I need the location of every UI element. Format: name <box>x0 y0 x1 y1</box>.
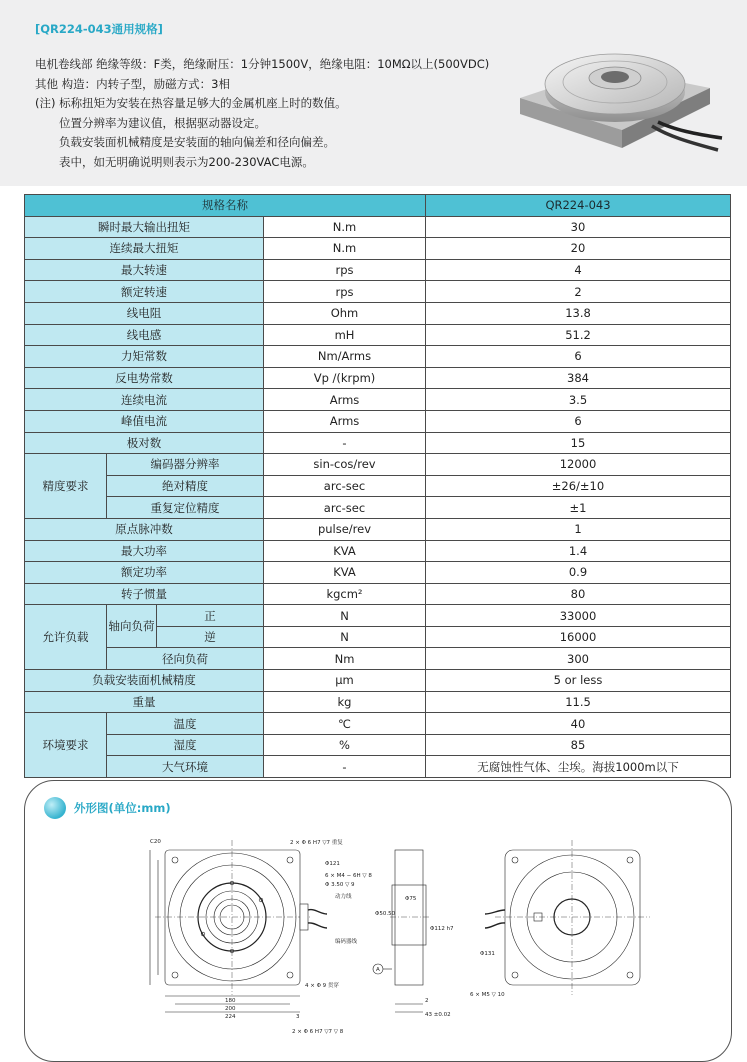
drawing-title-text: 外形图(单位:mm) <box>74 801 171 815</box>
row-unit: N.m <box>264 238 426 260</box>
note-line: 负载安装面机械精度是安装面的轴向偏差和径向偏差。 <box>59 135 335 149</box>
table-row <box>25 756 731 778</box>
group-label-load: 允许负载 <box>25 605 107 670</box>
row-value: 13.8 <box>426 302 731 324</box>
datum-label: A <box>376 967 380 973</box>
row-value: 0.9 <box>426 562 731 584</box>
dim-label: 2 × Φ 6 H7 ▽7 ▽ 8 <box>292 1029 344 1035</box>
row-value: 15 <box>426 432 731 454</box>
row-label: 湿度 <box>107 734 264 756</box>
row-value: 4 <box>426 259 731 281</box>
row-unit: N.m <box>264 216 426 238</box>
row-unit: sin-cos/rev <box>264 454 426 476</box>
row-unit: kg <box>264 691 426 713</box>
side-view <box>373 850 430 1012</box>
row-value: ±26/±10 <box>426 475 731 497</box>
row-label: 最大功率 <box>25 540 264 562</box>
row-value: 5 or less <box>426 670 731 692</box>
dim-label: 4 × Φ 9 贯穿 <box>305 983 339 989</box>
row-label: 最大转速 <box>25 259 264 281</box>
header-model: QR224-043 <box>426 195 731 217</box>
row-label: 极对数 <box>25 432 264 454</box>
bullet-dot-icon <box>44 797 66 819</box>
row-value: 33000 <box>426 605 731 627</box>
row-unit: Arms <box>264 389 426 411</box>
table-row <box>25 324 731 346</box>
row-unit: Nm/Arms <box>264 346 426 368</box>
row-unit: KVA <box>264 540 426 562</box>
table-header-row <box>25 195 731 217</box>
header-spec-name: 规格名称 <box>25 195 426 217</box>
row-label-axial: 轴向负荷 <box>107 605 157 648</box>
table-row <box>25 454 731 476</box>
row-value: 51.2 <box>426 324 731 346</box>
row-unit: N <box>264 605 426 627</box>
row-value: 3.5 <box>426 389 731 411</box>
table-row <box>25 302 731 324</box>
row-unit: rps <box>264 281 426 303</box>
row-label: 连续电流 <box>25 389 264 411</box>
table-row <box>25 518 731 540</box>
table-row <box>25 562 731 584</box>
row-label: 瞬时最大输出扭矩 <box>25 216 264 238</box>
table-row <box>25 216 731 238</box>
row-unit: arc-sec <box>264 475 426 497</box>
table-row <box>25 670 731 692</box>
note-line: 表中，如无明确说明则表示为200-230VAC电源。 <box>59 154 314 169</box>
back-view-labels <box>470 951 505 998</box>
group-label-env: 环境要求 <box>25 713 107 778</box>
row-label: 额定功率 <box>25 562 264 584</box>
table-row <box>25 605 731 627</box>
row-value: 384 <box>426 367 731 389</box>
row-unit: pulse/rev <box>264 518 426 540</box>
dim-label: Φ112 h7 <box>430 926 454 932</box>
row-value: 无腐蚀性气体、尘埃。海拔1000m以下 <box>426 756 731 778</box>
table-row <box>25 238 731 260</box>
note-line: 位置分辨率为建议值，根据驱动器设定。 <box>59 115 266 130</box>
row-value: 80 <box>426 583 731 605</box>
row-label: 力矩常数 <box>25 346 264 368</box>
table-row <box>25 734 731 756</box>
table-row <box>25 475 731 497</box>
side-view-labels <box>375 896 454 1018</box>
row-label: 绝对精度 <box>107 475 264 497</box>
note-line: (注) 标称扭矩为安装在热容量足够大的金属机座上时的数值。 <box>35 96 347 110</box>
front-view <box>150 840 327 1012</box>
row-label: 温度 <box>107 713 264 735</box>
dim-label: 2 × Φ 6 H7 ▽7 重复 <box>290 840 343 846</box>
dim-label: Φ121 <box>325 861 340 867</box>
row-unit: Vp /(krpm) <box>264 367 426 389</box>
back-view <box>485 840 650 995</box>
row-unit: kgcm² <box>264 583 426 605</box>
row-label: 连续最大扭矩 <box>25 238 264 260</box>
table-row <box>25 281 731 303</box>
row-unit: mH <box>264 324 426 346</box>
row-value: 300 <box>426 648 731 670</box>
row-value: 11.5 <box>426 691 731 713</box>
drawing-title <box>44 797 171 819</box>
row-value: 16000 <box>426 626 731 648</box>
dim-label: C20 <box>150 839 161 845</box>
row-value: 1 <box>426 518 731 540</box>
dim-label: Φ50.50 <box>375 911 396 917</box>
spec-notes <box>35 55 489 172</box>
table-row <box>25 259 731 281</box>
row-value: 12000 <box>426 454 731 476</box>
row-unit: Arms <box>264 410 426 432</box>
row-unit: N <box>264 626 426 648</box>
row-label: 线电感 <box>25 324 264 346</box>
table-row <box>25 713 731 735</box>
table-row <box>25 432 731 454</box>
dim-label: 200 <box>225 1006 236 1012</box>
row-value: 40 <box>426 713 731 735</box>
dim-label: 43 ±0.02 <box>425 1012 451 1018</box>
row-unit: μm <box>264 670 426 692</box>
group-label-precision: 精度要求 <box>25 454 107 519</box>
row-value: 20 <box>426 238 731 260</box>
row-value: 1.4 <box>426 540 731 562</box>
dim-label: Φ75 <box>405 896 417 902</box>
row-value: 6 <box>426 346 731 368</box>
row-value: 6 <box>426 410 731 432</box>
dimension-drawing <box>120 830 680 1040</box>
row-unit: KVA <box>264 562 426 584</box>
row-label: 重量 <box>25 691 264 713</box>
dim-label: 224 <box>225 1014 236 1020</box>
row-label: 额定转速 <box>25 281 264 303</box>
row-label: 反电势常数 <box>25 367 264 389</box>
row-value: ±1 <box>426 497 731 519</box>
row-label: 径向负荷 <box>107 648 264 670</box>
dim-label: 编码器线 <box>335 939 358 945</box>
note-line: 电机卷线部 绝缘等级：F类，绝缘耐压：1分钟1500V，绝缘电阻：10MΩ以上(500VDC) <box>35 57 490 71</box>
row-unit: arc-sec <box>264 497 426 519</box>
dim-label: 2 <box>425 998 429 1004</box>
row-unit: ℃ <box>264 713 426 735</box>
dim-label: Φ 3.50 ▽ 9 <box>325 882 355 888</box>
row-label: 编码器分辨率 <box>107 454 264 476</box>
dim-label: Φ131 <box>480 951 495 957</box>
row-label: 原点脉冲数 <box>25 518 264 540</box>
row-unit: % <box>264 734 426 756</box>
note-line: 其他 构造：内转子型，励磁方式：3相 <box>35 76 230 91</box>
row-label: 负载安装面机械精度 <box>25 670 264 692</box>
front-view-labels <box>150 838 372 1035</box>
row-unit: - <box>264 432 426 454</box>
product-photo <box>510 30 725 170</box>
table-row <box>25 497 731 519</box>
table-row <box>25 648 731 670</box>
row-label: 正 <box>157 605 264 627</box>
row-unit: - <box>264 756 426 778</box>
dim-label: 6 × M4 − 6H ▽ 8 <box>325 873 372 879</box>
page-title: [QR224-043通用规格] <box>35 22 163 36</box>
table-row <box>25 583 731 605</box>
dim-label: 动力线 <box>335 894 352 900</box>
row-label: 逆 <box>157 626 264 648</box>
spec-table <box>24 194 731 778</box>
table-row <box>25 540 731 562</box>
dim-label: 6 × M5 ▽ 10 <box>470 992 505 998</box>
row-value: 2 <box>426 281 731 303</box>
row-value: 85 <box>426 734 731 756</box>
table-row <box>25 346 731 368</box>
dim-label: 180 <box>225 998 236 1004</box>
table-row <box>25 367 731 389</box>
row-value: 30 <box>426 216 731 238</box>
row-label: 重复定位精度 <box>107 497 264 519</box>
table-row <box>25 410 731 432</box>
table-row <box>25 389 731 411</box>
dim-label: 3 <box>296 1014 300 1020</box>
row-label: 大气环境 <box>107 756 264 778</box>
table-row <box>25 691 731 713</box>
row-unit: Ohm <box>264 302 426 324</box>
row-label: 转子惯量 <box>25 583 264 605</box>
row-label: 峰值电流 <box>25 410 264 432</box>
row-unit: rps <box>264 259 426 281</box>
row-label: 线电阻 <box>25 302 264 324</box>
row-unit: Nm <box>264 648 426 670</box>
